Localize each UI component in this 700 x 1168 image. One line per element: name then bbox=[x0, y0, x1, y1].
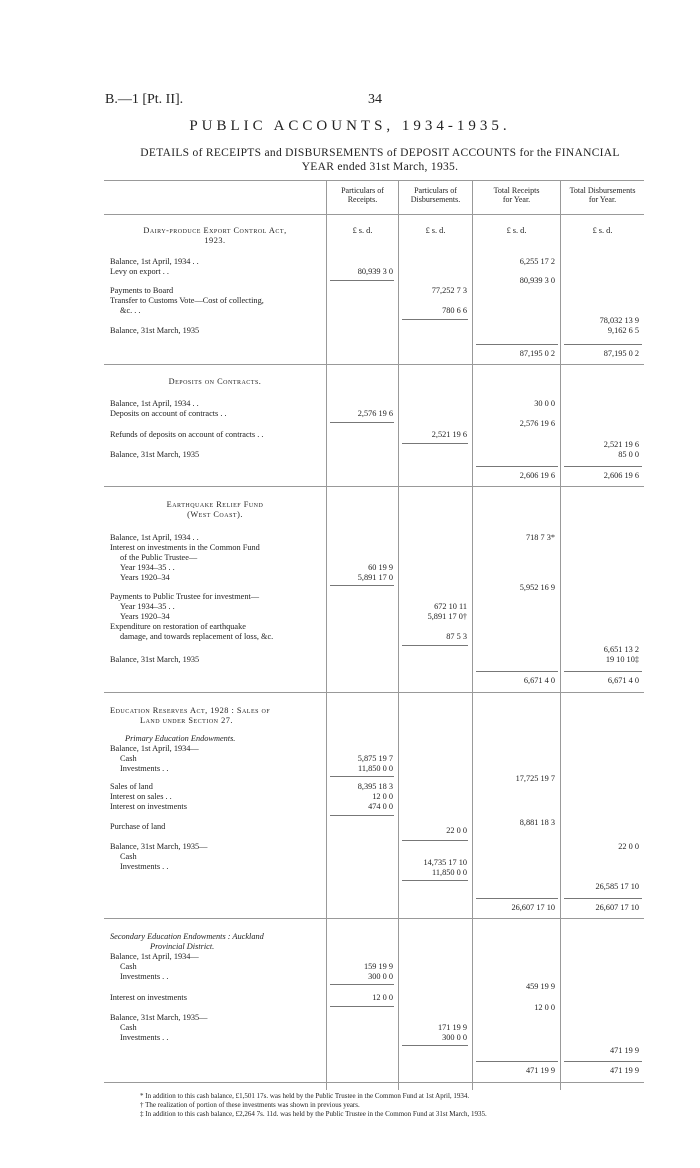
rule bbox=[402, 645, 468, 646]
s5-total: 12 0 0 bbox=[534, 1003, 555, 1012]
s4-heading-2: Land under Section 27. bbox=[140, 716, 233, 725]
section-rule bbox=[104, 486, 644, 487]
s2-value: 2,521 19 6 bbox=[431, 430, 467, 439]
s3-row: Years 1920–34 bbox=[120, 573, 170, 582]
s5-grand-total: 471 19 9 bbox=[525, 1066, 555, 1075]
s3-row: Expenditure on restoration of earthquake bbox=[110, 622, 246, 631]
footnote-1: * In addition to this cash balance, £1,501 17s. was held by the Public Trustee in the Common Fund at 1st April, 1934. bbox=[140, 1092, 470, 1100]
s4-value: 12 0 0 bbox=[372, 792, 393, 801]
s3-heading: Earthquake Relief Fund bbox=[166, 500, 264, 509]
s4-subheading: Primary Education Endowments. bbox=[125, 734, 236, 743]
rule bbox=[564, 1061, 642, 1062]
rule bbox=[476, 344, 558, 345]
s5-heading: Secondary Education Endowments : Auckland bbox=[110, 932, 264, 941]
s4-row: Balance, 31st March, 1935— bbox=[110, 842, 208, 851]
s3-grand-total: 6,671 4 0 bbox=[523, 676, 555, 685]
s4-row: Purchase of land bbox=[110, 822, 166, 831]
s5-heading-2: Provincial District. bbox=[150, 942, 215, 951]
s4-row: Investments . . bbox=[120, 862, 169, 871]
s3-total: 718 7 3* bbox=[525, 533, 555, 542]
s5-value: 300 0 0 bbox=[368, 972, 393, 981]
s5-grand-total: 471 19 9 bbox=[609, 1066, 639, 1075]
s4-value: 5,875 19 7 bbox=[357, 754, 393, 763]
s5-row: Investments . . bbox=[120, 972, 169, 981]
rule bbox=[330, 422, 394, 423]
s1-total: 9,162 6 5 bbox=[607, 326, 639, 335]
s3-heading-2: (West Coast). bbox=[187, 510, 243, 519]
s2-row: Balance, 31st March, 1935 bbox=[110, 450, 200, 459]
s4-total: 8,881 18 3 bbox=[519, 818, 555, 827]
s3-value: 5,891 17 0 bbox=[357, 573, 393, 582]
s1-grand-total: 87,195 0 2 bbox=[603, 349, 639, 358]
s2-total: 85 0 0 bbox=[618, 450, 639, 459]
s4-total: 22 0 0 bbox=[618, 842, 639, 851]
s4-row: Cash bbox=[120, 754, 137, 763]
table-bottom-rule bbox=[104, 1082, 644, 1083]
s2-total: 2,521 19 6 bbox=[603, 440, 639, 449]
section-rule bbox=[104, 364, 644, 365]
s3-value: 5,891 17 0† bbox=[427, 612, 467, 621]
s3-value: 60 19 9 bbox=[368, 563, 393, 572]
s5-total: 471 19 9 bbox=[609, 1046, 639, 1055]
currency-head: £ s. d. bbox=[592, 226, 613, 235]
s5-row: Interest on investments bbox=[110, 993, 187, 1002]
s4-row: Interest on investments bbox=[110, 802, 187, 811]
s4-total: 17,725 19 7 bbox=[515, 774, 555, 783]
rule bbox=[330, 776, 394, 777]
s3-row: Year 1934–35 . . bbox=[120, 602, 175, 611]
s5-value: 12 0 0 bbox=[372, 993, 393, 1002]
s1-value: 780 6 6 bbox=[442, 306, 467, 315]
rule bbox=[402, 880, 468, 881]
s3-row: Interest on investments in the Common Fund bbox=[110, 543, 260, 552]
page-title: PUBLIC ACCOUNTS, 1934-1935. bbox=[189, 118, 511, 134]
col-head-total-receipts: Total Receipts for Year. bbox=[493, 186, 540, 204]
s4-value: 22 0 0 bbox=[446, 826, 467, 835]
s4-row: Interest on sales . . bbox=[110, 792, 172, 801]
s4-heading: Education Reserves Act, 1928 : Sales of bbox=[110, 706, 271, 715]
s3-total: 6,651 13 2 bbox=[603, 645, 639, 654]
s3-row: Payments to Public Trustee for investment— bbox=[110, 592, 260, 601]
rule bbox=[564, 898, 642, 899]
rule bbox=[402, 840, 468, 841]
s3-row: damage, and towards replacement of loss, &c. bbox=[120, 632, 274, 641]
rule bbox=[564, 671, 642, 672]
s4-row: Balance, 1st April, 1934— bbox=[110, 744, 199, 753]
s1-heading: Dairy-produce Export Control Act, bbox=[143, 226, 287, 235]
s2-grand-total: 2,606 19 6 bbox=[603, 471, 639, 480]
s2-total: 2,576 19 6 bbox=[519, 419, 555, 428]
s2-value: 2,576 19 6 bbox=[357, 409, 393, 418]
s3-total: 5,952 16 9 bbox=[519, 583, 555, 592]
s1-heading-2: 1923. bbox=[204, 236, 226, 245]
s3-row: Year 1934–35 . . bbox=[120, 563, 175, 572]
s1-value: 77,252 7 3 bbox=[431, 286, 467, 295]
s1-row: &c. . . bbox=[120, 306, 141, 315]
table-top-rule bbox=[104, 180, 644, 181]
s5-value: 171 19 9 bbox=[437, 1023, 467, 1032]
s3-grand-total: 6,671 4 0 bbox=[607, 676, 639, 685]
subtitle-line-1: DETAILS of RECEIPTS and DISBURSEMENTS of DEPOSIT ACCOUNTS for the FINANCIAL bbox=[140, 147, 620, 159]
s5-value: 300 0 0 bbox=[442, 1033, 467, 1042]
s3-value: 87 5 3 bbox=[446, 632, 467, 641]
rule bbox=[330, 815, 394, 816]
s2-heading: Deposits on Contracts. bbox=[168, 377, 262, 386]
s1-row: Balance, 31st March, 1935 bbox=[110, 326, 200, 335]
rule bbox=[330, 984, 394, 985]
s3-row: Balance, 1st April, 1934 . . bbox=[110, 533, 199, 542]
rule bbox=[564, 344, 642, 345]
s5-row: Balance, 31st March, 1935— bbox=[110, 1013, 208, 1022]
rule bbox=[330, 280, 394, 281]
col-head-disbursements: Particulars of Disbursements. bbox=[410, 186, 461, 204]
s4-row: Investments . . bbox=[120, 764, 169, 773]
s3-total: 19 10 10‡ bbox=[605, 655, 639, 664]
s4-grand-total: 26,607 17 10 bbox=[595, 903, 639, 912]
rule bbox=[564, 466, 642, 467]
s4-total: 26,585 17 10 bbox=[595, 882, 639, 891]
s1-total: 78,032 13 9 bbox=[599, 316, 639, 325]
s4-value: 14,735 17 10 bbox=[423, 858, 467, 867]
s2-total: 30 0 0 bbox=[534, 399, 555, 408]
rule bbox=[330, 585, 394, 586]
rule bbox=[476, 1061, 558, 1062]
s4-grand-total: 26,607 17 10 bbox=[511, 903, 555, 912]
s5-row: Balance, 1st April, 1934— bbox=[110, 952, 199, 961]
s2-row: Deposits on account of contracts . . bbox=[110, 409, 227, 418]
s1-row: Balance, 1st April, 1934 . . bbox=[110, 257, 199, 266]
rule bbox=[476, 898, 558, 899]
subtitle-line-2: YEAR ended 31st March, 1935. bbox=[301, 161, 459, 173]
s3-value: 672 10 11 bbox=[434, 602, 467, 611]
col-head-total-disbursements: Total Disbursements for Year. bbox=[569, 186, 636, 204]
rule bbox=[402, 1045, 468, 1046]
rule bbox=[402, 443, 468, 444]
s5-value: 159 19 9 bbox=[363, 962, 393, 971]
rule bbox=[476, 671, 558, 672]
currency-head: £ s. d. bbox=[506, 226, 527, 235]
currency-head: £ s. d. bbox=[425, 226, 446, 235]
s1-row: Levy on export . . bbox=[110, 267, 169, 276]
page-header-ref: B.—1 [Pt. II]. bbox=[105, 92, 184, 107]
s1-total: 6,255 17 2 bbox=[519, 257, 555, 266]
s2-row: Refunds of deposits on account of contracts . . bbox=[110, 430, 264, 439]
s5-row: Investments . . bbox=[120, 1033, 169, 1042]
rule bbox=[330, 1006, 394, 1007]
s3-row: Years 1920–34 bbox=[120, 612, 170, 621]
table-header-rule bbox=[104, 214, 644, 215]
s4-value: 11,850 0 0 bbox=[358, 764, 393, 773]
s4-row: Cash bbox=[120, 852, 137, 861]
s1-total: 80,939 3 0 bbox=[519, 276, 555, 285]
s2-row: Balance, 1st April, 1934 . . bbox=[110, 399, 199, 408]
s4-value: 8,395 18 3 bbox=[357, 782, 393, 791]
currency-head: £ s. d. bbox=[352, 226, 373, 235]
s5-total: 459 19 9 bbox=[525, 982, 555, 991]
section-rule bbox=[104, 692, 644, 693]
s4-row: Sales of land bbox=[110, 782, 153, 791]
col-head-receipts: Particulars of Receipts. bbox=[341, 186, 384, 204]
col-divider-1 bbox=[326, 180, 327, 1090]
s3-row: of the Public Trustee— bbox=[120, 553, 198, 562]
s1-row: Payments to Board bbox=[110, 286, 174, 295]
page-number: 34 bbox=[368, 92, 382, 107]
footnote-2: † The realization of portion of these investments was shown in previous years. bbox=[140, 1101, 360, 1109]
footnote-3: ‡ In addition to this cash balance, £2,264 7s. 11d. was held by the Public Trustee in the Common Fund at 31st March, 1935. bbox=[140, 1110, 487, 1118]
rule bbox=[402, 319, 468, 320]
s3-row: Balance, 31st March, 1935 bbox=[110, 655, 200, 664]
s5-row: Cash bbox=[120, 1023, 137, 1032]
s5-row: Cash bbox=[120, 962, 137, 971]
s4-value: 11,850 0 0 bbox=[432, 868, 467, 877]
s1-row: Transfer to Customs Vote—Cost of collecting, bbox=[110, 296, 264, 305]
s4-value: 474 0 0 bbox=[368, 802, 393, 811]
section-rule bbox=[104, 918, 644, 919]
s1-value: 80,939 3 0 bbox=[357, 267, 393, 276]
page-subtitle bbox=[100, 146, 660, 174]
s2-grand-total: 2,606 19 6 bbox=[519, 471, 555, 480]
rule bbox=[476, 466, 558, 467]
s1-grand-total: 87,195 0 2 bbox=[519, 349, 555, 358]
col-divider-3 bbox=[472, 180, 473, 1090]
